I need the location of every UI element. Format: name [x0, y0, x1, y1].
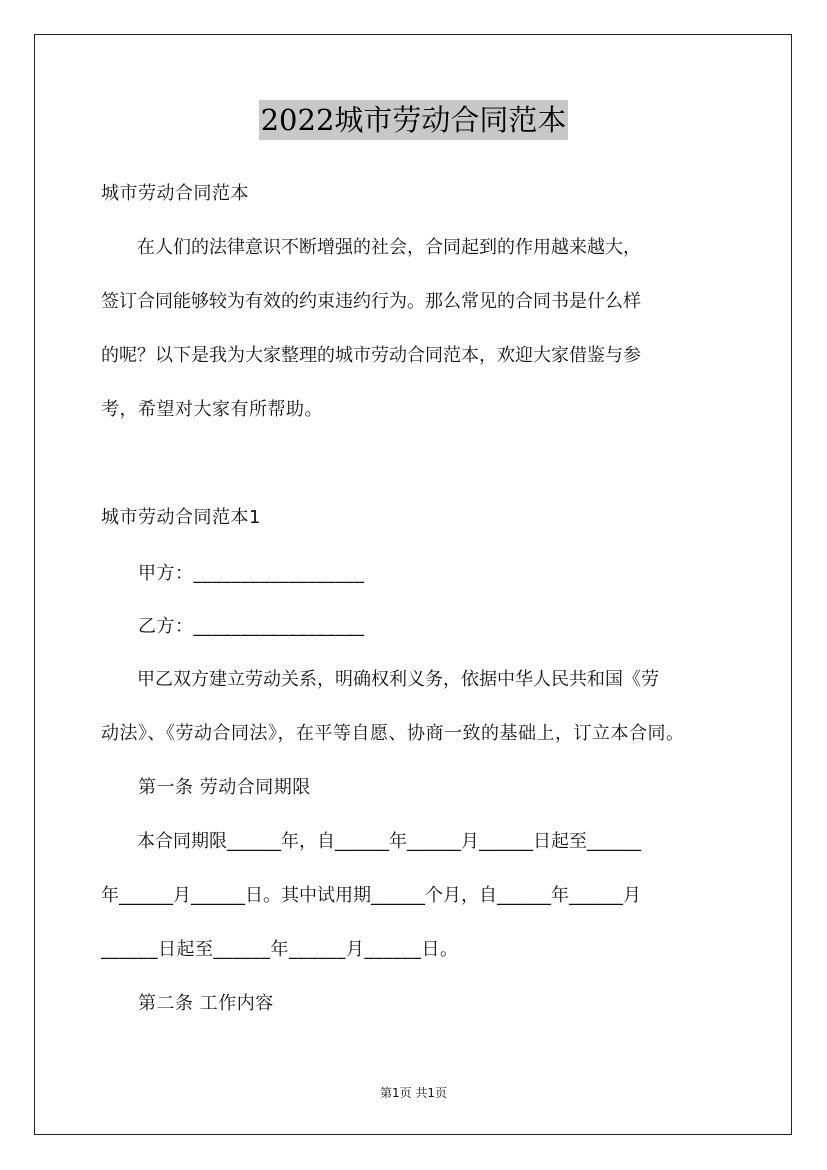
- article-1-title: 第一条 劳动合同期限: [101, 777, 311, 798]
- preamble-line-2: 动法》、《劳动合同法》，在平等自愿、协商一致的基础上，订立本合同。: [101, 723, 685, 744]
- article-1-line-3: ______日起至______年______月______日。: [101, 939, 459, 960]
- preamble-line-1: 甲乙双方建立劳动关系，明确权利义务，依据中华人民共和国《劳: [101, 669, 659, 690]
- intro-line-1: 在人们的法律意识不断增强的社会，合同起到的作用越来越大，: [101, 237, 641, 258]
- article-1-line-1: 本合同期限______年，自______年______月______日起至______: [101, 831, 641, 852]
- section-title: 城市劳动合同范本1: [101, 507, 261, 528]
- article-2-title: 第二条 工作内容: [101, 993, 274, 1014]
- page-footer: 第1页 共1页: [379, 1086, 448, 1100]
- subtitle: 城市劳动合同范本: [101, 183, 249, 204]
- intro-line-2: 签订合同能够较为有效的约束违约行为。那么常见的合同书是什么样: [101, 291, 641, 312]
- intro-line-4: 考，希望对大家有所帮助。: [101, 399, 323, 420]
- intro-line-3: 的呢？以下是我为大家整理的城市劳动合同范本，欢迎大家借鉴与参: [101, 345, 641, 366]
- party-b-line: 乙方：__________________: [101, 616, 365, 637]
- party-a-line: 甲方：__________________: [101, 563, 365, 584]
- document-title: 2022城市劳动合同范本: [259, 100, 569, 140]
- document-title-wrap: [0, 100, 827, 140]
- article-1-line-2: 年______月______日。其中试用期______个月，自______年______月: [101, 885, 641, 906]
